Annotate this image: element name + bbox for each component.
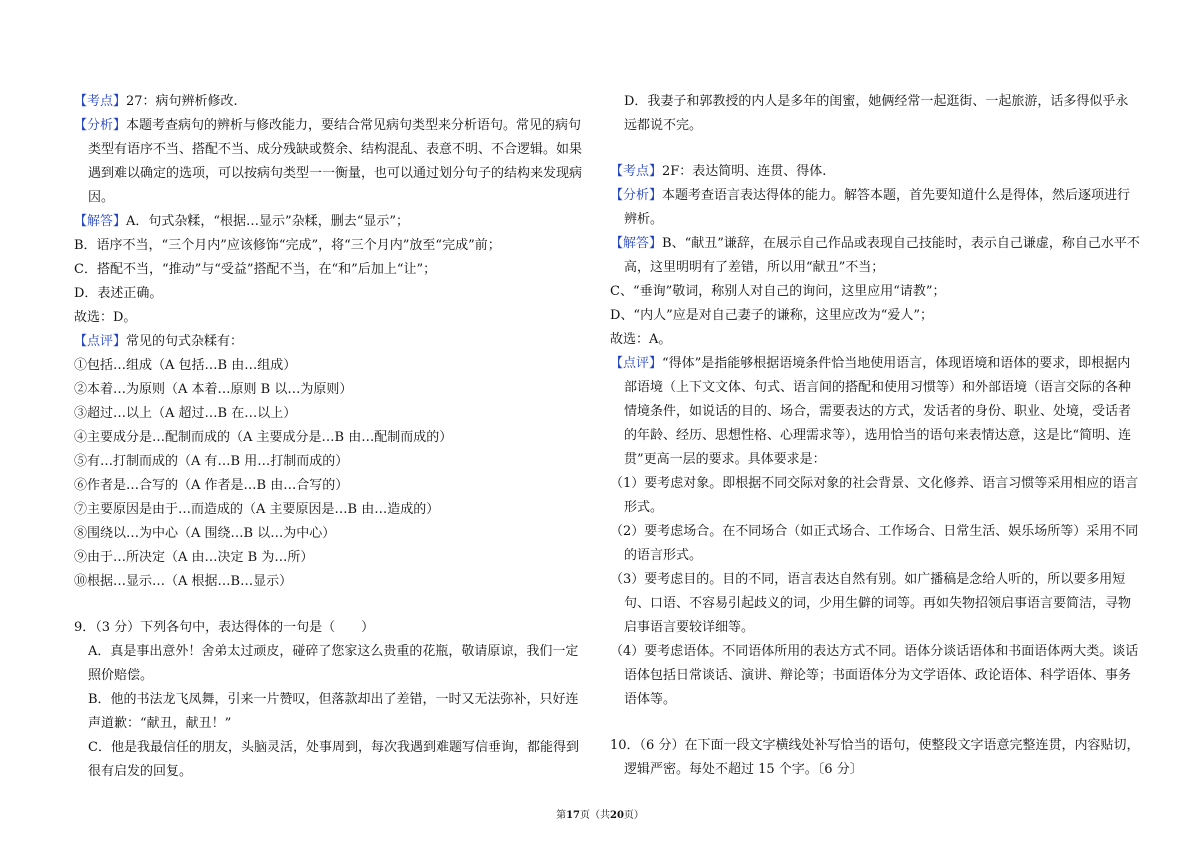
answer-line: D．表述正确。 [74, 286, 163, 301]
left-column [74, 90, 590, 784]
kaodian-text: 2F：表达简明、连贯、得体. [662, 164, 827, 179]
question-9-option: D．我妻子和郭教授的内人是多年的闺蜜，她俩经常一起逛街、一起旅游，话多得似乎永远都说不完。 [624, 94, 1129, 133]
dianping-text: “得体”是指能够根据语境条件恰当地使用语言，体现语境和语体的要求，即根据内部语境（上下文文体、句式、语言间的搭配和使用习惯等）和外部语境（语言交际的各种情境条件，如说话的目的、场合，需要表达的方式，发话者的身份、职业、处境，受话者的年龄、经历、思想性格、心理需求等），选用恰当的语句来表情达意，这是比“简明、连贯”更高一层的要求。具体要求是： [624, 356, 1132, 467]
dianping-tag: 【点评】 [74, 334, 127, 349]
kaodian-tag: 【考点】 [610, 164, 663, 179]
pattern-item: ⑥作者是…合写的（A 作者是…B 由…合写的） [74, 478, 349, 493]
requirement-item: （2）要考虑场合。在不同场合（如正式场合、工作场合、日常生活、娱乐场所等）采用不同的语言形式。 [610, 524, 1139, 563]
pattern-item: ④主要成分是…配制而成的（A 主要成分是…B 由…配制而成的） [74, 430, 453, 445]
jieda-text: B、“献丑”谦辞，在展示自己作品或表现自己技能时，表示自己谦虚，称自己水平不高，这里明明有了差错，所以用“献丑”不当； [624, 236, 1140, 275]
fenxi-tag: 【分析】 [610, 188, 663, 203]
footer-text: 页） [623, 810, 644, 821]
requirement-item: （4）要考虑语体。不同语体所用的表达方式不同。语体分谈话语体和书面语体两大类。谈话语体包括日常谈话、演讲、辩论等；书面语体分为文学语体、政论语体、科学语体、事务语体等。 [610, 644, 1139, 707]
dianping-tag: 【点评】 [610, 356, 663, 371]
answer-line: D、“内人”应是对自己妻子的谦称，这里应改为“爱人”； [610, 308, 934, 323]
pattern-item: ⑦主要原因是由于…而造成的（A 主要原因是…B 由…造成的） [74, 502, 440, 517]
jieda-tag: 【解答】 [74, 214, 127, 229]
pattern-item: ③超过…以上（A 超过…B 在…以上） [74, 406, 297, 421]
spacer [610, 138, 1140, 160]
question-10-stem: 10．（6 分）在下面一段文字横线处补写恰当的语句，使整段文字语意完整连贯，内容贴切，逻辑严密。每处不超过 15 个字。〔6 分〕 [610, 738, 1140, 777]
answer-line: 故选：A。 [610, 332, 672, 347]
right-fenxi [610, 184, 1140, 232]
footer-text: 页（共 [580, 810, 610, 821]
pattern-item: ①包括…组成（A 包括…B 由…组成） [74, 358, 297, 373]
requirement-item: （1）要考虑对象。即根据不同交际对象的社会背景、文化修养、语言习惯等采用相应的语言形式。 [610, 476, 1139, 515]
left-jieda [74, 210, 590, 234]
pattern-item: ⑩根据…显示…（A 根据…B…显示） [74, 574, 293, 589]
question-9-stem: 9．（3 分）下列各句中，表达得体的一句是（ ） [74, 620, 375, 635]
spacer [610, 712, 1140, 734]
answer-line: C．搭配不当，“推动”与“受益”搭配不当，在“和”后加上“让”； [74, 262, 437, 277]
kaodian-text: 27：病句辨析修改. [126, 94, 238, 109]
question-9-option: A．真是事出意外！舍弟太过顽皮，碰碎了您家这么贵重的花瓶，敬请原谅，我们一定照价赔偿。 [88, 644, 579, 683]
spacer [74, 594, 590, 616]
kaodian-tag: 【考点】 [74, 94, 127, 109]
requirement-item: （3）要考虑目的。目的不同，语言表达自然有别。如广播稿是念给人听的，所以要多用短句、口语、不容易引起歧义的词，少用生僻的词等。再如失物招领启事语言要简洁，寻物启事语言要较详细等。 [610, 572, 1132, 635]
pattern-item: ⑨由于…所决定（A 由…决定 B 为…所） [74, 550, 314, 565]
left-dianping [74, 330, 590, 354]
pattern-item: ②本着…为原则（A 本着…原则 B 以…为原则） [74, 382, 353, 397]
question-9-option: B．他的书法龙飞凤舞，引来一片赞叹，但落款却出了差错，一时又无法弥补，只好连声道歉：“献丑，献丑！” [88, 692, 579, 731]
right-kaodian [610, 160, 1140, 184]
right-column [610, 90, 1140, 782]
footer-text: 第 [556, 810, 567, 821]
pattern-item: ⑧围绕以…为中心（A 围绕…B 以…为中心） [74, 526, 336, 541]
jieda-text: A．句式杂糅，“根据…显示”杂糅，删去“显示”； [126, 214, 409, 229]
fenxi-text: 本题考查病句的辨析与修改能力，要结合常见病句类型来分析语句。常见的病句类型有语序不当、搭配不当、成分残缺或赘余、结构混乱、表意不明、不合逻辑。如果遇到难以确定的选项，可以按病句类型一一衡量，也可以通过划分句子的结构来发现病因。 [88, 118, 583, 205]
page-total: 20 [610, 810, 624, 821]
answer-line: 故选：D。 [74, 310, 137, 325]
jieda-tag: 【解答】 [610, 236, 663, 251]
left-fenxi [74, 114, 590, 210]
left-kaodian [74, 90, 590, 114]
question-9-option: C．他是我最信任的朋友，头脑灵活，处事周到，每次我遇到难题写信垂询，都能得到很有启发的回复。 [88, 740, 579, 779]
page-number: 17 [566, 810, 580, 821]
right-jieda [610, 232, 1140, 280]
answer-line: C、“垂询”敬词，称别人对自己的询问，这里应用“请教”； [610, 284, 946, 299]
fenxi-tag: 【分析】 [74, 118, 127, 133]
page-footer [0, 806, 1200, 821]
dianping-text: 常见的句式杂糅有： [126, 334, 244, 349]
right-dianping [610, 352, 1140, 472]
pattern-item: ⑤有…打制而成的（A 有…B 用…打制而成的） [74, 454, 349, 469]
fenxi-text: 本题考查语言表达得体的能力。解答本题，首先要知道什么是得体，然后逐项进行辨析。 [624, 188, 1131, 227]
answer-line: B．语序不当，“三个月内”应该修饰“完成”，将“三个月内”放至“完成”前； [74, 238, 501, 253]
